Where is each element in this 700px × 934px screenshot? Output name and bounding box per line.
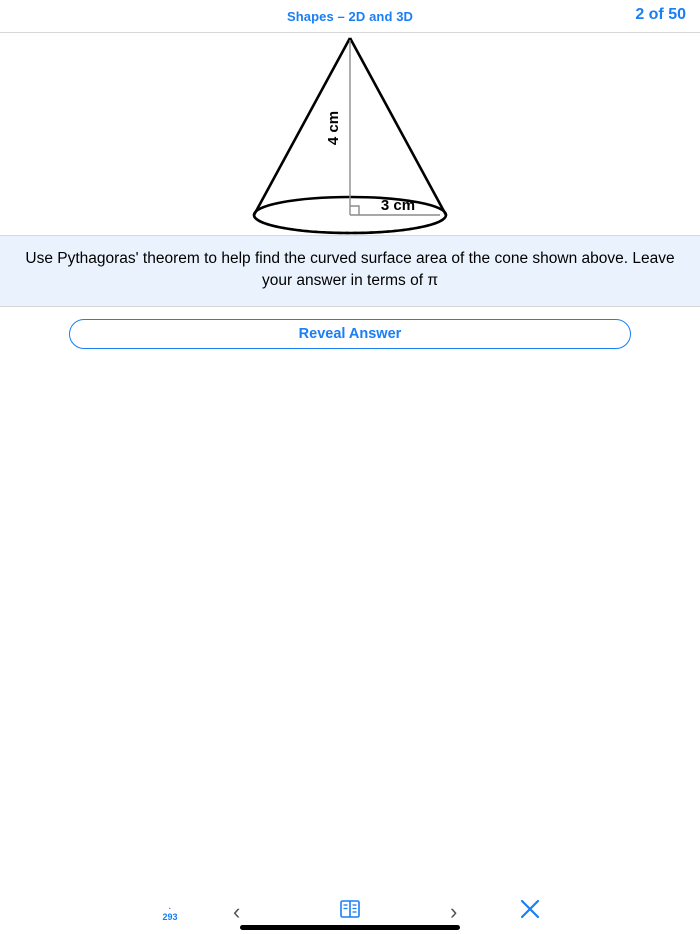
- reveal-answer-button[interactable]: Reveal Answer: [69, 319, 631, 349]
- home-indicator[interactable]: [240, 925, 460, 930]
- close-icon-svg: [518, 897, 542, 921]
- figure-area: [0, 33, 700, 236]
- cone-hidden-base-arc: [254, 215, 446, 233]
- page-number-indicator[interactable]: [152, 906, 188, 922]
- bottom-bar: [0, 888, 700, 934]
- page-title: Shapes – 2D and 3D: [286, 9, 414, 24]
- cone-diagram: [190, 33, 510, 240]
- radius-label: 3 cm: [380, 197, 416, 214]
- cone-right-edge: [350, 38, 446, 215]
- page-number: 293: [162, 912, 178, 922]
- right-angle-marker: [350, 206, 359, 215]
- question-counter: 2 of 50: [635, 6, 686, 23]
- cone-svg: [190, 33, 510, 235]
- chevron-right-icon[interactable]: ›: [450, 899, 458, 924]
- height-label: 4 cm: [325, 110, 342, 146]
- book-icon-svg: [339, 899, 361, 919]
- reveal-answer-row: [0, 307, 700, 349]
- header-bar: [0, 0, 700, 33]
- question-banner: [0, 236, 700, 307]
- book-icon[interactable]: [339, 899, 361, 924]
- chevron-left-icon[interactable]: ‹: [233, 899, 241, 924]
- question-text: Use Pythagoras' theorem to help find the curved surface area of the cone shown above. Leave your answer in terms of π: [25, 250, 675, 289]
- close-icon[interactable]: [518, 897, 542, 926]
- page-dot: ·: [168, 904, 172, 913]
